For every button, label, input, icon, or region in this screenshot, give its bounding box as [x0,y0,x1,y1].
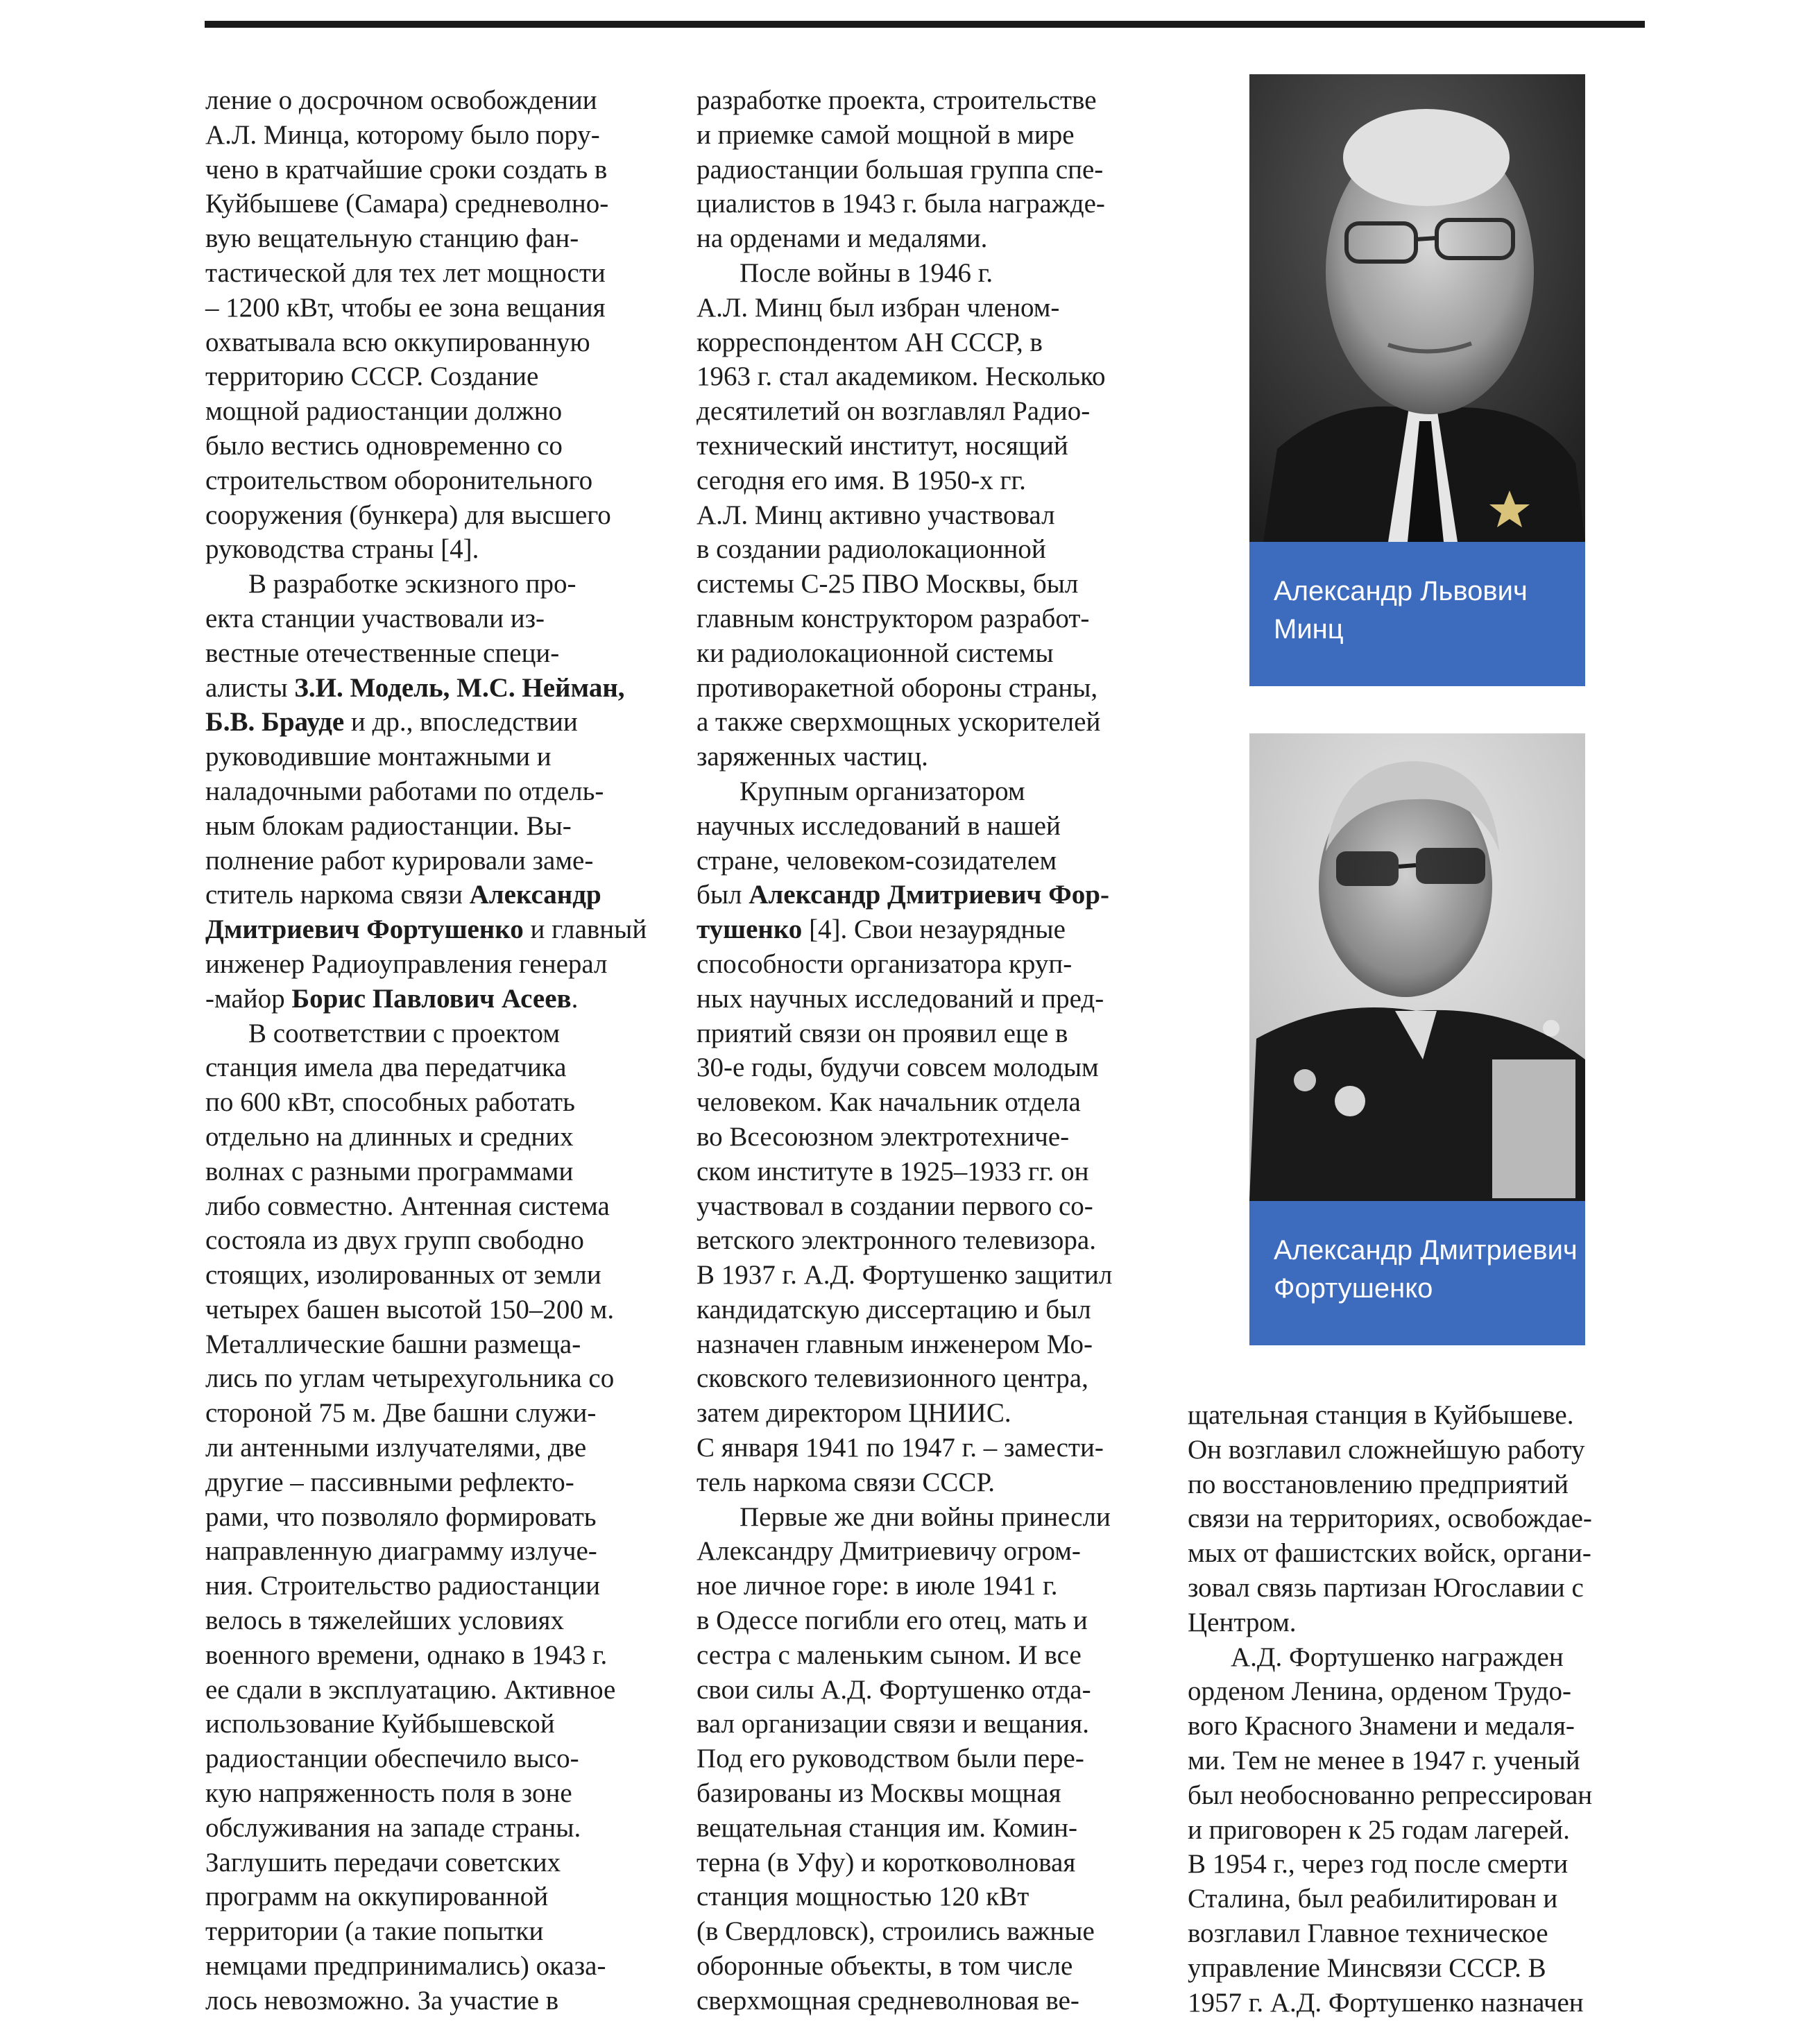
text-segment: щательная станция в Куйбышеве. [1188,1400,1574,1430]
text-line [205,1327,677,1362]
text-segment: корреспондентом АН СССР, в [697,327,1043,357]
text-line [697,187,1168,221]
text-segment: А.Л. Минца, которому было пору- [205,119,600,150]
text-line [205,1914,677,1949]
text-segment: на орденами и медалями. [697,223,988,254]
text-line [697,429,1168,463]
text-segment: инженер Радиоуправления генерал [205,948,608,979]
text-line [697,947,1168,982]
text-segment: в создании радиолокационной [697,534,1046,565]
text-segment: ститель наркома связи [205,880,470,910]
text-segment: вого Красного Знамени и медаля- [1188,1711,1575,1741]
text-segment: сегодня его имя. В 1950-х гг. [697,465,1026,495]
text-segment: ным блокам радиостанции. Вы- [205,810,572,841]
text-segment: другие – пассивными рефлекто- [205,1467,574,1497]
text-segment: стоящих, изолированных от земли [205,1260,601,1291]
text-column-1 [205,83,677,2018]
text-segment: сковского телевизионного центра, [697,1363,1088,1394]
text-segment: Александру Дмитриевичу огром- [697,1536,1081,1567]
caption-mints-line-2: Минц [1274,614,1344,645]
text-line [205,1155,677,1189]
text-segment: строительством оборонительного [205,465,593,495]
text-line [1188,1571,1659,1606]
text-line [205,1741,677,1776]
text-line [205,1673,677,1707]
text-line [205,1500,677,1535]
text-segment: использование Куйбышевской [205,1709,555,1739]
text-segment: 1957 г. А.Д. Фортушенко назначен [1188,1987,1584,2018]
text-line [1188,1916,1659,1951]
text-segment: обслуживания на западе страны. [205,1812,581,1843]
text-line [205,878,677,912]
text-line [697,1776,1168,1811]
text-segment: терна (в Уфу) и коротковолновая [697,1847,1076,1877]
text-line [697,1811,1168,1846]
text-segment: базированы из Москвы мощная [697,1778,1061,1809]
text-segment: ния. Строительство радиостанции [205,1571,601,1601]
text-line [697,1914,1168,1949]
text-segment: алисты [205,672,295,703]
text-segment: циалистов в 1943 г. была награжде- [697,189,1105,219]
text-line [205,1534,677,1569]
text-line [205,1811,677,1846]
text-segment: велось в тяжелейших условиях [205,1606,564,1636]
text-segment: ли антенными излучателями, две [205,1433,587,1463]
text-segment: Первые же дни войны принесли [740,1501,1111,1532]
text-line [697,325,1168,360]
text-line [697,1500,1168,1535]
text-segment: А.Л. Минц был избран членом- [697,292,1060,323]
text-segment: зовал связь партизан Югославии с [1188,1572,1584,1603]
text-segment: стране, человеком-созидателем [697,845,1057,876]
text-line [697,1293,1168,1327]
text-segment: по восстановлению предприятий [1188,1469,1569,1499]
text-segment: руководившие монтажными и [205,742,552,772]
text-line [205,1293,677,1327]
text-segment: В соответствии с проектом [248,1018,560,1048]
text-segment: способности организатора круп- [697,948,1073,979]
text-line [1188,1606,1659,1640]
text-segment: (в Свердловск), строились важные [697,1916,1095,1947]
text-segment: ки радиолокационной системы [697,638,1054,668]
text-segment: полнение работ курировали заме- [205,845,594,876]
text-line [697,1603,1168,1638]
text-segment: человеком. Как начальник отдела [697,1087,1081,1118]
text-line [697,1223,1168,1258]
text-segment: и приемке самой мощной в мире [697,119,1075,150]
text-line [1188,1501,1659,1536]
text-line [205,1120,677,1155]
text-line [697,291,1168,325]
text-segment: Крупным организатором [740,776,1025,806]
text-line [205,1569,677,1603]
text-line [205,671,677,706]
text-segment: Он возглавил сложнейшую работу [1188,1434,1585,1465]
text-segment: ных научных исследований и пред- [697,983,1104,1014]
text-segment: [4]. Свои незаурядные [802,914,1066,945]
text-line [205,153,677,187]
text-segment: тель наркома связи СССР. [697,1467,996,1497]
text-segment: вую вещательную станцию фан- [205,223,579,254]
text-line [697,1984,1168,2018]
text-column-3 [1188,1398,1659,2020]
text-line [697,256,1168,291]
text-segment: лось невозможно. За участие в [205,1985,559,2016]
text-segment: кую напряженность поля в зоне [205,1778,572,1809]
text-segment: по 600 кВт, способных работать [205,1087,575,1118]
text-segment: программ на оккупированной [205,1882,549,1912]
text-segment: . [571,983,579,1014]
text-segment: кандидатскую диссертацию и был [697,1294,1091,1325]
text-line [697,982,1168,1016]
text-segment: 1963 г. стал академиком. Несколько [697,361,1106,392]
text-segment: сооружения (бункера) для высшего [205,500,611,530]
text-segment: станция мощностью 120 кВт [697,1882,1029,1912]
text-line [205,187,677,221]
text-segment: и главный [523,914,647,945]
text-segment: Сталина, был реабилитирован и [1188,1884,1558,1914]
text-segment: После войны в 1946 г. [740,257,993,288]
text-line [1188,1986,1659,2020]
text-segment: С января 1941 по 1947 г. – замести- [697,1433,1104,1463]
text-segment: возглавил Главное техническое [1188,1918,1548,1948]
text-line [205,325,677,360]
text-line [697,153,1168,187]
text-line [205,947,677,982]
text-segment: а также сверхмощных ускорителей [697,707,1101,738]
text-line [205,982,677,1016]
text-line [1188,1778,1659,1813]
text-line [697,463,1168,498]
text-line [697,532,1168,567]
text-line [697,1534,1168,1569]
bold-name: Александр Дмитриевич Фор- [749,880,1109,910]
text-line [697,359,1168,394]
text-line [697,1465,1168,1500]
text-line [205,844,677,878]
text-line [205,567,677,602]
text-segment: территорию СССР. Создание [205,361,539,392]
text-line [697,1707,1168,1741]
text-segment: было вестись одновременно со [205,430,563,461]
text-segment: свои силы А.Д. Фортушенко отда- [697,1674,1091,1705]
text-line [697,636,1168,671]
text-segment: немцами предпринимались) оказа- [205,1951,606,1982]
text-line [697,1258,1168,1293]
text-segment: В разработке эскизного про- [248,569,576,599]
text-segment: охватывала всю оккупированную [205,327,590,357]
text-segment: направленную диаграмму излуче- [205,1536,597,1567]
text-line [205,1223,677,1258]
text-segment: Куйбышеве (Самара) средневолно- [205,189,609,219]
text-line [697,1880,1168,1914]
text-line [697,1085,1168,1120]
text-line [205,602,677,636]
text-line [697,1050,1168,1085]
text-line [697,705,1168,740]
caption-mints [1249,542,1585,686]
text-segment: затем директором ЦНИИС. [697,1398,1011,1429]
text-segment: научных исследований в нашей [697,810,1061,841]
text-line [697,1431,1168,1465]
text-segment: состояла из двух групп свободно [205,1225,584,1256]
text-line [697,498,1168,533]
text-line [697,83,1168,118]
text-segment: радиостанции обеспечило высо- [205,1744,579,1774]
text-line [205,636,677,671]
text-line [205,740,677,774]
header-rule [205,21,1645,28]
text-line [205,291,677,325]
text-segment: екта станции участвовали из- [205,603,545,633]
text-line [697,1846,1168,1880]
text-line [1188,1467,1659,1502]
portrait-mints-photo [1249,74,1585,542]
caption-fortushenko-line-2: Фортушенко [1274,1273,1433,1304]
text-segment: чено в кратчайшие сроки создать в [205,154,608,185]
text-line [1188,1536,1659,1571]
text-segment: разработке проекта, строительстве [697,85,1097,115]
bold-name: тушенко [697,914,803,945]
text-line [205,532,677,567]
bold-name: Борис Павлович Асеев [291,983,572,1014]
text-line [205,1984,677,2018]
text-segment: -майор [205,983,292,1014]
text-line [205,1361,677,1396]
text-line [205,1085,677,1120]
text-segment: системы С-25 ПВО Москвы, был [697,569,1079,599]
caption-fortushenko-line-1: Александр Дмитриевич [1274,1235,1578,1266]
text-segment: мощной радиостанции должно [205,396,563,427]
text-line [697,774,1168,809]
text-line [697,1949,1168,1984]
text-segment: и др., впоследствии [344,707,578,738]
text-segment: в Одессе погибли его отец, мать и [697,1606,1088,1636]
text-line [697,1155,1168,1189]
text-line [1188,1813,1659,1848]
text-line [205,429,677,463]
text-line [1188,1709,1659,1744]
text-segment: четырех башен высотой 150–200 м. [205,1294,615,1325]
text-line [205,1949,677,1984]
text-line [1188,1882,1659,1916]
text-segment: был необоснованно репрессирован [1188,1780,1593,1810]
text-line [1188,1674,1659,1709]
text-line [205,1016,677,1051]
text-line [205,118,677,153]
text-line [697,567,1168,602]
text-line [697,878,1168,912]
text-segment: назначен главным инженером Мо- [697,1329,1093,1359]
text-line [697,1016,1168,1051]
text-segment: стороной 75 м. Две башни служи- [205,1398,597,1429]
text-segment: Центром. [1188,1607,1297,1637]
text-segment: главным конструктором разработ- [697,603,1090,633]
text-line [205,83,677,118]
caption-fortushenko [1249,1201,1585,1345]
text-segment: связи на территориях, освобождае- [1188,1504,1592,1534]
text-line [205,1603,677,1638]
text-segment: ском институте в 1925–1933 гг. он [697,1156,1089,1186]
text-segment: радиостанции большая группа спе- [697,154,1104,185]
text-segment: станция имела два передатчика [205,1053,567,1083]
text-line [205,463,677,498]
text-segment: мых от фашистских войск, органи- [1188,1538,1591,1569]
text-line [205,912,677,947]
text-line [697,844,1168,878]
text-line [205,1846,677,1880]
text-line [205,498,677,533]
text-line [1188,1951,1659,1986]
text-line [697,1741,1168,1776]
text-line [205,1050,677,1085]
text-line [1188,1398,1659,1433]
text-segment: оборонные объекты, в том числе [697,1951,1073,1982]
text-segment: отдельно на длинных и средних [205,1121,574,1152]
text-segment: вестные отечественные специ- [205,638,560,668]
text-segment: был [697,880,749,910]
text-line [697,1638,1168,1673]
text-line [697,740,1168,774]
text-segment: рами, что позволяло формировать [205,1501,597,1532]
text-segment: волнах с разными программами [205,1156,574,1186]
text-line [697,1569,1168,1603]
text-segment: приятий связи он проявил еще в [697,1018,1068,1048]
text-segment: Металлические башни размеща- [205,1329,581,1359]
text-segment: В 1954 г., через год после смерти [1188,1849,1569,1880]
text-segment: ее сдали в эксплуатацию. Активное [205,1674,616,1705]
text-segment: руководства страны [4]. [205,534,479,565]
text-segment: управление Минсвязи СССР. В [1188,1952,1546,1983]
text-segment: А.Д. Фортушенко награжден [1231,1642,1564,1672]
text-line [205,359,677,394]
text-segment: вал организации связи и вещания. [697,1709,1089,1739]
text-line [1188,1744,1659,1778]
text-segment: ветского электронного телевизора. [697,1225,1096,1256]
text-line [697,221,1168,256]
text-line [697,1396,1168,1431]
text-line [697,671,1168,706]
bold-name: З.И. Модель, М.С. Нейман, [294,672,625,703]
text-segment: сестра с маленьким сыном. И все [697,1640,1082,1670]
text-line [697,1361,1168,1396]
text-line [697,394,1168,429]
text-segment: участвовал в создании первого со- [697,1191,1093,1221]
portrait-fortushenko-image [1249,733,1585,1201]
text-segment: территории (а такие попытки [205,1916,544,1947]
text-segment: лись по углам четырехугольника со [205,1363,615,1394]
text-segment: В 1937 г. А.Д. Фортушенко защитил [697,1260,1113,1291]
text-segment: десятилетий он возглавлял Радио- [697,396,1091,427]
text-line [1188,1640,1659,1675]
text-line [205,1396,677,1431]
bold-name: Б.В. Брауде [205,707,345,738]
text-segment: наладочными работами по отдель- [205,776,604,806]
text-segment: технический институт, носящий [697,430,1068,461]
text-segment: вещательная станция им. Комин- [697,1812,1078,1843]
text-line [697,118,1168,153]
text-line [205,1431,677,1465]
text-line [205,1880,677,1914]
portrait-fortushenko-photo [1249,733,1585,1201]
text-segment: противоракетной обороны страны, [697,672,1098,703]
text-line [697,1673,1168,1707]
text-line [697,1327,1168,1362]
text-segment: Заглушить передачи советских [205,1847,561,1877]
text-line [205,221,677,256]
text-line [205,1776,677,1811]
text-segment: – 1200 кВт, чтобы ее зона вещания [205,292,606,323]
text-line [205,1707,677,1741]
text-segment: во Всесоюзном электротехниче- [697,1121,1070,1152]
text-line [1188,1847,1659,1882]
text-line [205,1258,677,1293]
text-line [205,256,677,291]
bold-name: Александр [469,880,601,910]
text-line [1188,1433,1659,1467]
text-line [697,809,1168,844]
text-segment: Под его руководством были пере- [697,1744,1084,1774]
text-line [697,1189,1168,1224]
text-segment: заряженных частиц. [697,742,928,772]
text-segment: ное личное горе: в июле 1941 г. [697,1571,1058,1601]
text-segment: и приговорен к 25 годам лагерей. [1188,1814,1570,1845]
text-line [697,1120,1168,1155]
text-line [205,774,677,809]
bold-name: Дмитриевич Фортушенко [205,914,524,945]
text-segment: военного времени, однако в 1943 г. [205,1640,608,1670]
text-line [697,912,1168,947]
text-line [205,809,677,844]
text-segment: орденом Ленина, орденом Трудо- [1188,1676,1572,1707]
text-line [205,1638,677,1673]
text-segment: тастической для тех лет мощности [205,257,606,288]
text-segment: ми. Тем не менее в 1947 г. ученый [1188,1745,1580,1775]
text-segment: либо совместно. Антенная система [205,1191,610,1221]
text-line [205,1465,677,1500]
text-segment: ление о досрочном освобождении [205,85,597,115]
text-line [697,602,1168,636]
text-column-2 [697,83,1168,2018]
text-segment: А.Л. Минц активно участвовал [697,500,1055,530]
text-line [205,1189,677,1224]
caption-mints-line-1: Александр Львович [1274,576,1528,606]
text-line [205,705,677,740]
text-segment: сверхмощная средневолновая ве- [697,1985,1079,2016]
portrait-mints-image [1249,74,1585,542]
text-line [205,394,677,429]
text-segment: 30-е годы, будучи совсем молодым [697,1053,1099,1083]
